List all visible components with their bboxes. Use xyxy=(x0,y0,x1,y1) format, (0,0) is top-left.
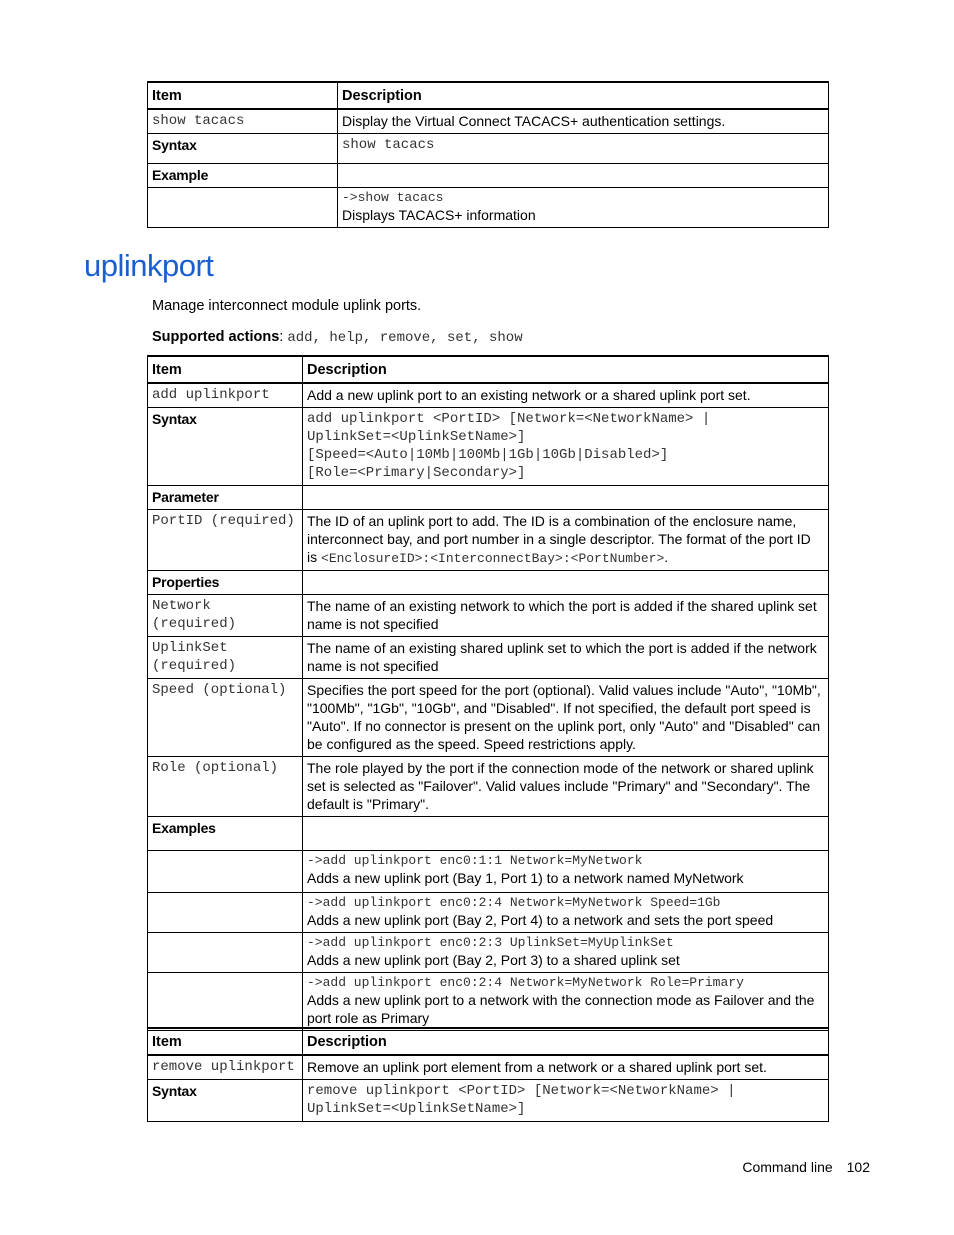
supported-actions-list: add, help, remove, set, show xyxy=(287,330,523,346)
syntax-code: show tacacs xyxy=(338,134,829,164)
table-row xyxy=(148,571,829,595)
port-id-format: <EnclosureID>:<InterconnectBay>:<PortNumber> xyxy=(321,551,665,566)
parameter-description xyxy=(303,510,829,571)
command-cell: add uplinkport xyxy=(148,383,303,408)
description-cell: Display the Virtual Connect TACACS+ authentication settings. xyxy=(338,109,829,134)
table-row xyxy=(148,933,829,973)
example-cell xyxy=(303,893,829,933)
property-name: Speed (optional) xyxy=(148,679,303,757)
table-row xyxy=(148,1080,829,1122)
table-row xyxy=(148,408,829,486)
table-row xyxy=(148,109,829,134)
table-row xyxy=(148,188,829,228)
property-description: The name of an existing network to which the port is added if the shared uplink set name is not specified xyxy=(303,595,829,637)
example-code: ->add uplinkport enc0:1:1 Network=MyNetwork xyxy=(307,853,643,868)
table-header-row xyxy=(148,82,829,109)
syntax-line: UplinkSet=<UplinkSetName>] xyxy=(307,429,526,445)
page-number: 102 xyxy=(846,1159,870,1175)
property-description: The name of an existing shared uplink set to which the port is added if the network name is not specified xyxy=(303,637,829,679)
command-cell: show tacacs xyxy=(148,109,338,134)
example-label: Example xyxy=(148,164,338,188)
page-footer xyxy=(742,1159,870,1175)
parameter-name: PortID (required) xyxy=(148,510,303,571)
section-intro: Manage interconnect module uplink ports. xyxy=(152,298,422,314)
empty-cell xyxy=(303,817,829,851)
table-row xyxy=(148,164,829,188)
parameter-tail: . xyxy=(664,549,669,565)
example-description: Displays TACACS+ information xyxy=(342,207,536,223)
syntax-line: [Speed=<Auto|10Mb|100Mb|1Gb|10Gb|Disabled>] xyxy=(307,447,669,463)
property-name: Role (optional) xyxy=(148,757,303,817)
property-description: Specifies the port speed for the port (optional). Valid values include "Auto", "10Mb", "100Mb", "1Gb", "10Gb", and "Disabled". If not specified, the default port speed is "Auto". If no connector is present on the uplink port, only "Auto" and "Disabled" can be configured as the speed. Speed restrictions apply. xyxy=(303,679,829,757)
header-description: Description xyxy=(338,82,829,109)
example-description: Adds a new uplink port (Bay 1, Port 1) to a network named MyNetwork xyxy=(307,870,744,886)
property-name-line: (required) xyxy=(152,658,237,674)
example-cell xyxy=(303,933,829,973)
supported-actions: Supported actions: add, help, remove, set, show xyxy=(152,329,523,346)
example-code: ->add uplinkport enc0:2:3 UplinkSet=MyUplinkSet xyxy=(307,935,674,950)
syntax-label: Syntax xyxy=(148,408,303,486)
empty-cell xyxy=(148,188,338,228)
example-cell xyxy=(303,973,829,1031)
property-name xyxy=(148,637,303,679)
table-row xyxy=(148,1055,829,1080)
empty-cell xyxy=(148,933,303,973)
table-row xyxy=(148,973,829,1031)
empty-cell xyxy=(338,164,829,188)
examples-label: Examples xyxy=(148,817,303,851)
add-uplinkport-table xyxy=(147,355,829,1031)
empty-cell xyxy=(303,571,829,595)
example-description: Adds a new uplink port to a network with the connection mode as Failover and the port role as Primary xyxy=(307,992,815,1026)
example-description: Adds a new uplink port (Bay 2, Port 3) to a shared uplink set xyxy=(307,952,680,968)
table-header-row xyxy=(148,1028,829,1055)
properties-label: Properties xyxy=(148,571,303,595)
property-name-line: (required) xyxy=(152,616,237,632)
table-row xyxy=(148,757,829,817)
table-header-row xyxy=(148,356,829,383)
property-name-line: UplinkSet xyxy=(152,640,228,656)
empty-cell xyxy=(148,973,303,1031)
property-name-line: Network xyxy=(152,598,211,614)
footer-section: Command line xyxy=(742,1159,833,1175)
header-description: Description xyxy=(303,1028,829,1055)
table-row xyxy=(148,134,829,164)
command-cell: remove uplinkport xyxy=(148,1055,303,1080)
remove-uplinkport-table xyxy=(147,1027,829,1122)
parameter-text: The ID of an uplink port to add. The ID is a combination of the enclosure name, interconnect bay, and port number in a single descriptor. The format of the port ID is xyxy=(307,513,811,565)
property-name xyxy=(148,595,303,637)
description-cell: Add a new uplink port to an existing network or a shared uplink port set. xyxy=(303,383,829,408)
table-row xyxy=(148,679,829,757)
syntax-label: Syntax xyxy=(148,134,338,164)
syntax-code xyxy=(303,1080,829,1122)
description-cell: Remove an uplink port element from a network or a shared uplink port set. xyxy=(303,1055,829,1080)
example-code: ->add uplinkport enc0:2:4 Network=MyNetwork Speed=1Gb xyxy=(307,895,721,910)
syntax-line: add uplinkport <PortID> [Network=<NetworkName> | xyxy=(307,411,711,427)
table-row xyxy=(148,817,829,851)
syntax-line: [Role=<Primary|Secondary>] xyxy=(307,465,526,481)
supported-actions-label: Supported actions xyxy=(152,329,280,345)
syntax-line: remove uplinkport <PortID> [Network=<NetworkName> | xyxy=(307,1083,736,1099)
table-row xyxy=(148,893,829,933)
table-row xyxy=(148,637,829,679)
example-description: Adds a new uplink port (Bay 2, Port 4) to a network and sets the port speed xyxy=(307,912,774,928)
header-item: Item xyxy=(148,356,303,383)
tacacs-table xyxy=(147,81,829,228)
table-row xyxy=(148,486,829,510)
syntax-line: UplinkSet=<UplinkSetName>] xyxy=(307,1101,526,1117)
example-cell xyxy=(303,851,829,893)
table-row xyxy=(148,851,829,893)
section-title: uplinkport xyxy=(84,248,214,283)
table-row xyxy=(148,595,829,637)
example-code: ->add uplinkport enc0:2:4 Network=MyNetwork Role=Primary xyxy=(307,975,744,990)
syntax-code xyxy=(303,408,829,486)
syntax-label: Syntax xyxy=(148,1080,303,1122)
example-code: ->show tacacs xyxy=(342,190,444,205)
empty-cell xyxy=(148,893,303,933)
example-cell xyxy=(338,188,829,228)
header-description: Description xyxy=(303,356,829,383)
empty-cell xyxy=(303,486,829,510)
empty-cell xyxy=(148,851,303,893)
table-row xyxy=(148,383,829,408)
table-row xyxy=(148,510,829,571)
header-item: Item xyxy=(148,1028,303,1055)
property-description: The role played by the port if the connection mode of the network or shared uplink set is selected as "Failover". Valid values include "Primary" and "Secondary". The default is "Primary". xyxy=(303,757,829,817)
parameter-label: Parameter xyxy=(148,486,303,510)
header-item: Item xyxy=(148,82,338,109)
